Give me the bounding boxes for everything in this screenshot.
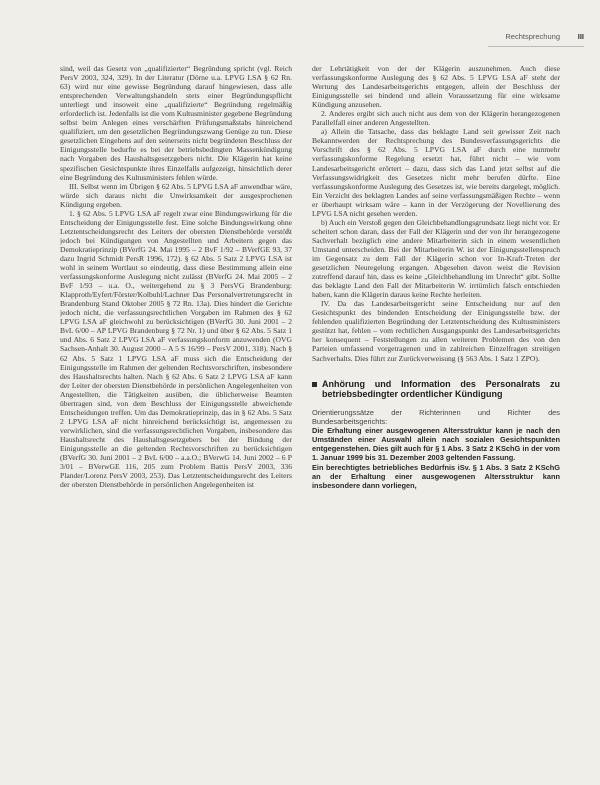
right-column <box>312 64 560 780</box>
square-bullet-icon <box>312 382 317 387</box>
guideline-source: Orientierungssätze der Richterinnen und Richter des Bundesarbeitsgerichts: <box>312 407 560 426</box>
paragraph: der Lehrtätigkeit von der der Klägerin auszunehmen. Auch diese verfassungskonforme Auslegung des § 62 Abs. 5 LPVG LSA aF steht der Wertung des Landesarbeitsgerichts entgegen, allein der Beschluss der Einigungsstelle sei bindend und allein Voraussetzung für eine wirksame Kündigung anzusehen. <box>312 64 560 110</box>
paragraph: sind, weil das Gesetz von „qualifizierter“ Begründung spricht (vgl. Reich PersV 2003, 324, 329). In der Literatur (Dörne u.a. LPVG LSA § 62 Rn. 63) wird nur eine gewisse Begründung darauf hingewiesen, dass alle entsprechenden Verwaltungshandeln stets einer Begründungspflicht unterliegt und insoweit eine „qualifizierte“ Begründung regelmäßig erforderlich ist. Jedenfalls ist die vom Kultusminister gegebene Begründung selbst beim Anlegen eines verschärften Prüfungsmaßstabs hinreichend qualifiziert, um den gesetzlichen Begründungszwang Genüge zu tun. Diese gesetzlichen Eingehens auf den seinerseits nicht begründeten Beschluss der Einigungsstelle bedurfte es bei der betriebsbedingten Massenkündigung nach Vorgaben des Haushaltsgesetzgebers nicht. Die Klägerin hat keine spezifischen Gesichtspunkte ihres Einzelfalls aufgezeigt, hinsichtlich derer eine Begründung des Kultusministers fehlen würde. <box>60 64 292 182</box>
paragraph: III. Selbst wenn im Übrigen § 62 Abs. 5 LPVG LSA aF anwendbar wäre, würde sich daraus nicht die Unwirksamkeit der ausgesprochenen Kündigung ergeben. <box>60 181 292 209</box>
page-number: III <box>577 32 584 41</box>
left-column <box>60 64 292 780</box>
paragraph: 1. § 62 Abs. 5 LPVG LSA aF regelt zwar eine Bindungswirkung für die Entscheidung der Einigungsstelle fest. Eine solche Bindungswirkung ohne Letztentscheidungsrecht des Leiters der obersten Dienstbehörde verstößt jedoch bei Kündigungen von Angestellten und Arbeitern gegen das Demokratieprinzip (BVerfG 24. Mai 1995 – 2 BvF 1/92 – BVerfGE 93, 37 dazu Ingrid Schmidt PersR 1996, 172). § 62 Abs. 5 Satz 2 LPVG LSA ist wohl in seinem Wortlaut so eindeutig, dass diese Bestimmung allein eine verfassungskonforme Auslegung nicht zulässt (BVerfG 24. Mai 2005 – 2 BvF 1/93 – u.a. O., weitergehend zu § 3 PersVG Brandenburg: Klapproth/Eyfert/Förster/Kolbuhl/Lachner Das Personalvertretungsrecht in Brandenburg Stand Oktober 2005 § 72 Rn. 13a). Dies hindert die Gerichte jedoch nicht, die verfassungsrechtlichen Vorgaben im Rahmen des § 62 LPVG LSA aF gleichwohl zu berücksichtigen (BVerfG 30. Juni 2001 – 2 BvL 6/00 – AP LPVG Brandenburg § 72 Nr. 1) und über § 62 Abs. 5 Satz 1 und Abs. 6 Satz 2 LPVG LSA aF verfassungskonform anzuwenden (OVG Sachsen-Anhalt 30. August 2000 – A 5 S 16/99 – PersV 2001, 318). Nach § 62 Abs. 5 Satz 1 LPVG LSA aF muss sich die Entscheidung der Einigungsstelle im Rahmen der geltenden Rechtsvorschriften, insbesondere des Haushaltsrechts halten. Nach § 62 Abs. 6 Satz 2 LPVG LSA aF kann der Leiter der obersten Dienstbehörde in persönlichen Angelegenheiten von Angestellten, die Tätigkeiten ausüben, die üblicherweise Beamten übertragen sind, von dem Beschluss der Einigungsstelle abweichende Entscheidungen treffen. Um das Demokratieprinzip, das in § 62 Abs. 5 Satz 2 LPVG LSA aF nicht hinreichend berücksichtigt ist, angemessen zu verwirklichen, sind die verfassungsrechtlichen Vorgaben, insbesondere das Haushaltsrecht des Haushaltsgesetzgebers bei der Bindung der Einigungsstelle an die geltenden Rechtsvorschriften zu berücksichtigen (BVerfG 30. Juni 2001 – 2 BvL 6/00 – a.a.O.; BVerwG 14. Juni 2002 – 6 P 3/01 – BVerwGE 116, 205 zum Problem Battis PersV 2003, 336 Plander/Lorenz PersV 2003, 253). Das Letztentscheidungsrecht des Leiters der obersten Dienstbehörde in persönlichen Angelegenheiten ist <box>60 208 292 490</box>
leitsatz-1: Die Erhaltung einer ausgewogenen Altersstruktur kann je nach den Umständen einer Auswahl allein nach sozialen Gesichtspunkten entgegenstehen. Dies gilt auch für § 1 Abs. 3 Satz 2 KSchG in der vom 1. Januar 1999 bis 31. Dezember 2003 geltenden Fassung. <box>312 425 560 463</box>
guideline-heading <box>312 379 560 400</box>
paragraph: b) Auch ein Verstoß gegen den Gleichbehandlungsgrundsatz liegt nicht vor. Er scheitert schon daran, dass der Fall der Klägerin und der von ihr herangezogene Sachverhalt bezüglich eine andere Mitarbeiterin sich in einem wesentlichen Umstand unterscheiden. Bei der Mitarbeiterin W. ist der Einigungsstellenspruch im Gegensatz zu dem Fall der Klägerin schon vor In-Kraft-Treten der gesetzlichen Neuregelung ergangen. Abgesehen davon weist die Revision zutreffend darauf hin, dass es keine „Gleichbehandlung im Unrecht“ gibt. Sollte das beklagte Land den Fall der Mitarbeiterin W. irrtümlich falsch entschieden haben, kann die Klägerin daraus keine Rechte herleiten. <box>312 217 560 300</box>
leitsatz-2: Ein berechtigtes betriebliches Bedürfnis iSv. § 1 Abs. 3 Satz 2 KSchG an der Erhaltung einer ausgewogenen Altersstruktur kann insbesondere dann vorliegen, <box>312 462 560 491</box>
section-label: Rechtsprechung <box>505 32 560 41</box>
paragraph: IV. Da das Landesarbeitsgericht seine Entscheidung nur auf den Gesichtspunkt des bindenden Entscheidung der Einigungsstelle bzw. der fehlenden qualifizierten Begründung der Letztentscheidung des Kultusministers gestützt hat, fehlen – vom rechtlichen Ausgangspunkt des Landesarbeitsgerichts her konsequent – Feststellungen zu allen weiteren Problemen des von den Parteien umfassend vorgetragenen und in zahlreichen Einzelfragen streitigen Sachverhalts. Dies führt zur Zurückverweisung (§ 563 Abs. 1 Satz 1 ZPO). <box>312 299 560 363</box>
guideline-heading-text: Anhörung und Information des Personalrats zu betriebsbedingter ordentlicher Kündigung <box>322 378 560 400</box>
paragraph: a) Allein die Tatsache, dass das beklagte Land seit gewisser Zeit nach Bekanntwerden der Rechtsprechung des Bundesverfassungsgerichts die Vorschrift des § 62 Abs. 5 LPVG LSA aF durch eine nunmehr verfassungskonforme Regelung ersetzt hat, führt nicht – wie vom Landesarbeitsgericht erörtert – dazu, dass sich das Land jetzt selbst auf die Verfassungswidrigkeit des Gesetzes nicht mehr berufen dürfte. Eine verfassungskonforme Auslegung des Gesetzes ist, wie bereits dargelegt, möglich. Ein Verzicht des beklagten Landes auf seine verfassungsmäßigen Rechte – wenn er überhaupt wirksam wäre – kann in der Verzögerung der Novellierung des LPVG LSA nicht gesehen werden. <box>312 127 560 218</box>
paragraph: 2. Anderes ergibt sich auch nicht aus dem von der Klägerin herangezogenen Parallelfall einer anderen Angestellten. <box>312 109 560 128</box>
page-header <box>0 32 600 48</box>
